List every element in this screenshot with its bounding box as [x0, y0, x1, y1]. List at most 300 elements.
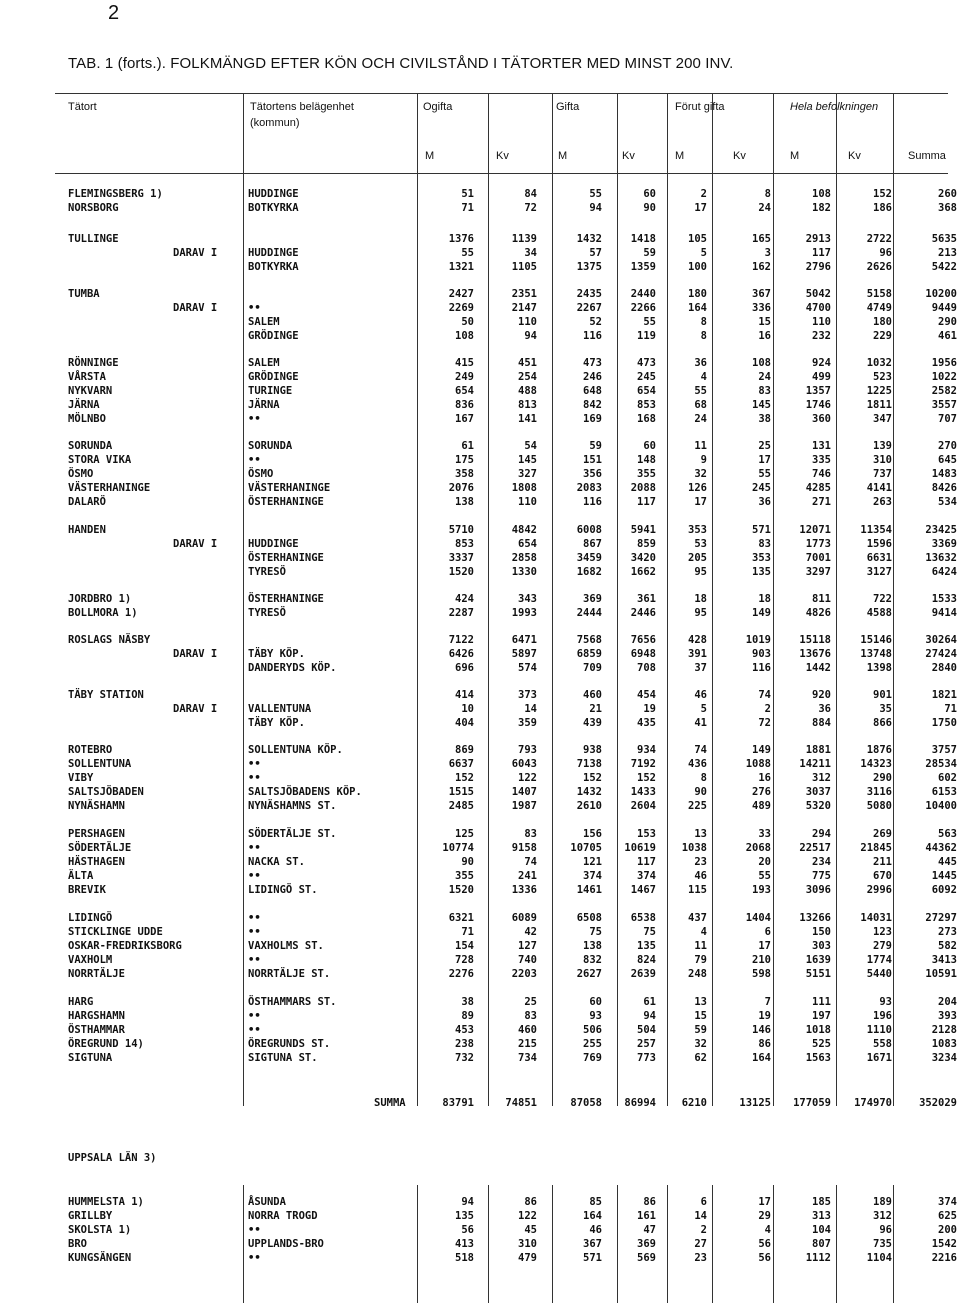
cell-gifta-kv: 7656 — [630, 634, 656, 646]
table-row — [0, 939, 960, 953]
kommun-name: ÖSTERHANINGE — [248, 552, 324, 564]
cell-forut-kv: 19 — [758, 1010, 771, 1022]
cell-ogifta-kv: 1407 — [511, 786, 537, 798]
cell-forut-m: 4 — [700, 926, 707, 938]
cell-hela-m: 3096 — [805, 884, 831, 896]
cell-forut-kv: 33 — [758, 828, 771, 840]
table-row — [0, 592, 960, 606]
cell-summa: 5635 — [931, 233, 957, 245]
cell-hela-m: 313 — [812, 1210, 831, 1222]
cell-ogifta-kv: 373 — [518, 689, 537, 701]
cell-summa: 582 — [938, 940, 957, 952]
cell-ogifta-m: 415 — [455, 357, 474, 369]
table-row — [0, 398, 960, 412]
cell-gifta-m: 138 — [583, 940, 602, 952]
cell-hela-kv: 2996 — [866, 884, 892, 896]
table-row — [0, 439, 960, 453]
tatort-name: PERSHAGEN — [68, 828, 125, 840]
cell-ogifta-m: 152 — [455, 772, 474, 784]
tatort-name: ÖREGRUND 14) — [68, 1038, 144, 1050]
cell-forut-kv: 55 — [758, 870, 771, 882]
cell-forut-m: 8 — [700, 330, 707, 342]
cell-ogifta-kv: 25 — [524, 996, 537, 1008]
cell-ogifta-m: 869 — [455, 744, 474, 756]
cell-forut-m: 23 — [694, 856, 707, 868]
cell-forut-kv: 86 — [758, 1038, 771, 1050]
cell-hela-kv: 1110 — [866, 1024, 892, 1036]
cell-gifta-kv: 19 — [643, 703, 656, 715]
cell-forut-kv: 145 — [752, 399, 771, 411]
kommun-name: TÄBY KÖP. — [248, 648, 305, 660]
cell-hela-m: 271 — [812, 496, 831, 508]
cell-hela-m: 294 — [812, 828, 831, 840]
cell-forut-m: 79 — [694, 954, 707, 966]
cell-forut-kv: 56 — [758, 1238, 771, 1250]
cell-ogifta-kv: 1336 — [511, 884, 537, 896]
cell-ogifta-m: 728 — [455, 954, 474, 966]
cell-hela-kv: 1398 — [866, 662, 892, 674]
tatort-name: TÄBY STATION — [68, 689, 144, 701]
cell-gifta-kv: 374 — [637, 870, 656, 882]
cell-forut-kv: 108 — [752, 357, 771, 369]
tatort-name: JÄRNA — [68, 399, 100, 411]
cell-hela-m: 335 — [812, 454, 831, 466]
cell-hela-m: 234 — [812, 856, 831, 868]
cell-hela-kv: 1032 — [866, 357, 892, 369]
subheader-m: M — [425, 150, 435, 162]
cell-forut-kv: 8 — [764, 188, 771, 200]
table-row — [0, 1037, 960, 1051]
kommun-name: HUDDINGE — [248, 188, 299, 200]
cell-ogifta-m: 2276 — [448, 968, 474, 980]
cell-summa: 368 — [938, 202, 957, 214]
table-row — [0, 799, 960, 813]
cell-hela-m: 1639 — [805, 954, 831, 966]
tatort-name: NORRTÄLJE — [68, 968, 125, 980]
cell-ogifta-m: 10774 — [442, 842, 474, 854]
cell-gifta-kv: 708 — [637, 662, 656, 674]
tatort-name: SORUNDA — [68, 440, 113, 452]
cell-gifta-kv: 60 — [643, 440, 656, 452]
subheader-summa: Summa — [908, 150, 946, 162]
cell-ogifta-kv: 6089 — [511, 912, 537, 924]
cell-ogifta-m: 50 — [461, 316, 474, 328]
cell-gifta-m: 938 — [583, 744, 602, 756]
cell-summa: 290 — [938, 316, 957, 328]
cell-forut-m: 437 — [688, 912, 707, 924]
cell-ogifta-kv: 460 — [518, 1024, 537, 1036]
table-title: TAB. 1 (forts.). FOLKMÄNGD EFTER KÖN OCH CIVILSTÅND I TÄTORTER MED MINST 200 INV. — [68, 55, 734, 72]
cell-hela-m: 182 — [812, 202, 831, 214]
cell-ogifta-kv: 1987 — [511, 800, 537, 812]
cell-gifta-kv: 152 — [637, 772, 656, 784]
cell-hela-kv: 269 — [873, 828, 892, 840]
subheader-m: M — [790, 150, 800, 162]
cell-ogifta-kv: 2147 — [511, 302, 537, 314]
summa-forut-kv: 13125 — [739, 1097, 771, 1109]
kommun-name: •• — [248, 1252, 261, 1264]
cell-hela-m: 111 — [812, 996, 831, 1008]
cell-hela-kv: 4749 — [866, 302, 892, 314]
kommun-name: •• — [248, 302, 261, 314]
cell-summa: 270 — [938, 440, 957, 452]
cell-summa: 3757 — [931, 744, 957, 756]
cell-ogifta-m: 71 — [461, 202, 474, 214]
kommun-name: SALTSJÖBADENS KÖP. — [248, 786, 362, 798]
cell-summa: 1956 — [931, 357, 957, 369]
cell-gifta-m: 59 — [589, 440, 602, 452]
tatort-name: ÖSTHAMMAR — [68, 1024, 125, 1036]
cell-ogifta-m: 853 — [455, 538, 474, 550]
cell-ogifta-kv: 86 — [524, 1196, 537, 1208]
cell-gifta-kv: 6538 — [630, 912, 656, 924]
summa-values — [0, 1096, 960, 1110]
cell-gifta-m: 709 — [583, 662, 602, 674]
cell-gifta-m: 6859 — [576, 648, 602, 660]
cell-ogifta-m: 167 — [455, 413, 474, 425]
cell-hela-kv: 180 — [873, 316, 892, 328]
kommun-name: •• — [248, 758, 261, 770]
cell-hela-kv: 1811 — [866, 399, 892, 411]
cell-gifta-m: 374 — [583, 870, 602, 882]
cell-gifta-m: 164 — [583, 1210, 602, 1222]
tatort-name: ROTEBRO — [68, 744, 113, 756]
cell-forut-kv: 598 — [752, 968, 771, 980]
cell-hela-m: 1112 — [805, 1252, 831, 1264]
table-row — [0, 537, 960, 551]
cell-gifta-kv: 119 — [637, 330, 656, 342]
kommun-name: ÖSTERHANINGE — [248, 496, 324, 508]
cell-forut-kv: 2 — [764, 703, 771, 715]
cell-hela-kv: 1225 — [866, 385, 892, 397]
cell-hela-m: 185 — [812, 1196, 831, 1208]
cell-forut-m: 13 — [694, 828, 707, 840]
cell-forut-kv: 83 — [758, 385, 771, 397]
table-row — [0, 1195, 960, 1209]
cell-gifta-m: 648 — [583, 385, 602, 397]
cell-forut-m: 391 — [688, 648, 707, 660]
cell-hela-m: 4285 — [805, 482, 831, 494]
subheader-kv: Kv — [496, 150, 509, 162]
cell-gifta-kv: 10619 — [624, 842, 656, 854]
cell-ogifta-kv: 4842 — [511, 524, 537, 536]
cell-hela-kv: 670 — [873, 870, 892, 882]
cell-ogifta-m: 56 — [461, 1224, 474, 1236]
cell-ogifta-m: 696 — [455, 662, 474, 674]
tatort-name: TULLINGE — [68, 233, 119, 245]
cell-ogifta-m: 38 — [461, 996, 474, 1008]
cell-summa: 30264 — [925, 634, 957, 646]
cell-ogifta-kv: 488 — [518, 385, 537, 397]
cell-gifta-m: 842 — [583, 399, 602, 411]
cell-hela-m: 117 — [812, 247, 831, 259]
kommun-name: •• — [248, 454, 261, 466]
cell-forut-kv: 245 — [752, 482, 771, 494]
cell-hela-kv: 5440 — [866, 968, 892, 980]
cell-summa: 1483 — [931, 468, 957, 480]
cell-forut-kv: 15 — [758, 316, 771, 328]
kommun-name: TYRESÖ — [248, 566, 286, 578]
cell-hela-kv: 21845 — [860, 842, 892, 854]
cell-forut-kv: 903 — [752, 648, 771, 660]
cell-gifta-kv: 853 — [637, 399, 656, 411]
table-row — [0, 495, 960, 509]
kommun-name: •• — [248, 413, 261, 425]
cell-gifta-m: 2267 — [576, 302, 602, 314]
subheader-kv: Kv — [733, 150, 746, 162]
cell-ogifta-m: 51 — [461, 188, 474, 200]
summa-ogifta-kv: 74851 — [505, 1097, 537, 1109]
cell-gifta-m: 169 — [583, 413, 602, 425]
cell-ogifta-kv: 110 — [518, 496, 537, 508]
table-row — [0, 688, 960, 702]
cell-summa: 3413 — [931, 954, 957, 966]
cell-gifta-kv: 2639 — [630, 968, 656, 980]
subheader-m: M — [675, 150, 685, 162]
cell-gifta-kv: 168 — [637, 413, 656, 425]
cell-forut-m: 23 — [694, 1252, 707, 1264]
tatort-name: HARGSHAMN — [68, 1010, 125, 1022]
cell-hela-m: 197 — [812, 1010, 831, 1022]
cell-hela-m: 1773 — [805, 538, 831, 550]
kommun-name: •• — [248, 912, 261, 924]
cell-gifta-kv: 1359 — [630, 261, 656, 273]
header-top-rule — [55, 93, 948, 94]
cell-forut-m: 32 — [694, 468, 707, 480]
cell-ogifta-kv: 241 — [518, 870, 537, 882]
cell-hela-m: 924 — [812, 357, 831, 369]
cell-ogifta-m: 2076 — [448, 482, 474, 494]
summa-hela-m: 177059 — [793, 1097, 831, 1109]
kommun-name: LIDINGÖ ST. — [248, 884, 318, 896]
cell-forut-m: 105 — [688, 233, 707, 245]
cell-forut-kv: 17 — [758, 454, 771, 466]
cell-gifta-kv: 245 — [637, 371, 656, 383]
table-row — [0, 1237, 960, 1251]
cell-gifta-m: 94 — [589, 202, 602, 214]
table-row — [0, 869, 960, 883]
cell-ogifta-kv: 310 — [518, 1238, 537, 1250]
cell-hela-kv: 186 — [873, 202, 892, 214]
cell-gifta-m: 116 — [583, 496, 602, 508]
tatort-name: VÅRSTA — [68, 371, 106, 383]
cell-forut-kv: 276 — [752, 786, 771, 798]
cell-forut-kv: 210 — [752, 954, 771, 966]
cell-forut-m: 32 — [694, 1038, 707, 1050]
cell-forut-kv: 7 — [764, 996, 771, 1008]
cell-gifta-kv: 135 — [637, 940, 656, 952]
darav-label: DARAV I — [173, 538, 218, 550]
table-row — [0, 453, 960, 467]
cell-gifta-m: 255 — [583, 1038, 602, 1050]
cell-summa: 707 — [938, 413, 957, 425]
darav-label: DARAV I — [173, 247, 218, 259]
cell-gifta-kv: 94 — [643, 1010, 656, 1022]
kommun-name: NORRA TROGD — [248, 1210, 318, 1222]
cell-hela-kv: 35 — [879, 703, 892, 715]
cell-gifta-kv: 148 — [637, 454, 656, 466]
kommun-name: ÖSTERHANINGE — [248, 593, 324, 605]
tatort-name: GRILLBY — [68, 1210, 113, 1222]
cell-gifta-kv: 2088 — [630, 482, 656, 494]
summa-gifta-kv: 86994 — [624, 1097, 656, 1109]
cell-gifta-kv: 61 — [643, 996, 656, 1008]
cell-summa: 27297 — [925, 912, 957, 924]
kommun-name: VAXHOLMS ST. — [248, 940, 324, 952]
cell-gifta-kv: 654 — [637, 385, 656, 397]
cell-summa: 260 — [938, 188, 957, 200]
tatort-name: SÖDERTÄLJE — [68, 842, 132, 854]
cell-forut-m: 53 — [694, 538, 707, 550]
cell-forut-m: 36 — [694, 357, 707, 369]
cell-summa: 374 — [938, 1196, 957, 1208]
table-row — [0, 647, 960, 661]
cell-gifta-kv: 5941 — [630, 524, 656, 536]
cell-forut-m: 5 — [700, 703, 707, 715]
cell-hela-kv: 5080 — [866, 800, 892, 812]
cell-hela-m: 131 — [812, 440, 831, 452]
table-row — [0, 633, 960, 647]
kommun-name: SALEM — [248, 316, 280, 328]
kommun-name: TÄBY KÖP. — [248, 717, 305, 729]
header-gifta: Gifta — [556, 101, 580, 113]
kommun-name: VALLENTUNA — [248, 703, 312, 715]
cell-hela-kv: 279 — [873, 940, 892, 952]
cell-hela-kv: 310 — [873, 454, 892, 466]
cell-gifta-kv: 86 — [643, 1196, 656, 1208]
table-row — [0, 883, 960, 897]
cell-summa: 393 — [938, 1010, 957, 1022]
cell-summa: 44362 — [925, 842, 957, 854]
kommun-name: •• — [248, 870, 261, 882]
cell-ogifta-m: 355 — [455, 870, 474, 882]
cell-forut-kv: 4 — [764, 1224, 771, 1236]
subheader-m: M — [558, 150, 568, 162]
kommun-name: •• — [248, 842, 261, 854]
cell-hela-kv: 722 — [873, 593, 892, 605]
tatort-name: ROSLAGS NÄSBY — [68, 634, 151, 646]
cell-hela-kv: 735 — [873, 1238, 892, 1250]
cell-ogifta-kv: 145 — [518, 454, 537, 466]
cell-ogifta-kv: 83 — [524, 1010, 537, 1022]
cell-gifta-kv: 59 — [643, 247, 656, 259]
table-row — [0, 1051, 960, 1065]
cell-hela-kv: 901 — [873, 689, 892, 701]
cell-forut-m: 13 — [694, 996, 707, 1008]
cell-summa: 2216 — [931, 1252, 957, 1264]
table-row — [0, 329, 960, 343]
cell-hela-kv: 1671 — [866, 1052, 892, 1064]
cell-forut-kv: 17 — [758, 1196, 771, 1208]
header-bottom-rule — [55, 173, 948, 174]
cell-hela-kv: 1876 — [866, 744, 892, 756]
cell-gifta-kv: 7192 — [630, 758, 656, 770]
cell-forut-m: 126 — [688, 482, 707, 494]
cell-gifta-kv: 1433 — [630, 786, 656, 798]
table-row — [0, 201, 960, 215]
cell-hela-kv: 3116 — [866, 786, 892, 798]
cell-gifta-kv: 355 — [637, 468, 656, 480]
cell-summa: 6424 — [931, 566, 957, 578]
table-row — [0, 287, 960, 301]
cell-summa: 563 — [938, 828, 957, 840]
cell-summa: 273 — [938, 926, 957, 938]
cell-forut-kv: 1404 — [745, 912, 771, 924]
cell-summa: 625 — [938, 1210, 957, 1222]
section-title-row — [0, 1151, 960, 1165]
table-row — [0, 702, 960, 716]
cell-forut-m: 180 — [688, 288, 707, 300]
tatort-name: BOLLMORA 1) — [68, 607, 138, 619]
cell-forut-m: 37 — [694, 662, 707, 674]
cell-gifta-m: 55 — [589, 188, 602, 200]
cell-forut-kv: 38 — [758, 413, 771, 425]
cell-summa: 2128 — [931, 1024, 957, 1036]
table-row — [0, 606, 960, 620]
cell-hela-m: 807 — [812, 1238, 831, 1250]
cell-ogifta-m: 61 — [461, 440, 474, 452]
cell-gifta-m: 2610 — [576, 800, 602, 812]
cell-hela-m: 1018 — [805, 1024, 831, 1036]
cell-hela-kv: 866 — [873, 717, 892, 729]
cell-ogifta-kv: 654 — [518, 538, 537, 550]
subheader-kv: Kv — [622, 150, 635, 162]
cell-hela-kv: 523 — [873, 371, 892, 383]
header-belagenhet: Tätortens belägenhet — [250, 101, 354, 113]
cell-ogifta-m: 154 — [455, 940, 474, 952]
cell-hela-kv: 6631 — [866, 552, 892, 564]
cell-gifta-m: 2083 — [576, 482, 602, 494]
table-row — [0, 743, 960, 757]
cell-gifta-m: 246 — [583, 371, 602, 383]
table-row — [0, 187, 960, 201]
cell-summa: 27424 — [925, 648, 957, 660]
cell-summa: 6092 — [931, 884, 957, 896]
cell-ogifta-kv: 9158 — [511, 842, 537, 854]
table-row — [0, 301, 960, 315]
cell-hela-kv: 139 — [873, 440, 892, 452]
cell-forut-m: 353 — [688, 524, 707, 536]
kommun-name: •• — [248, 1224, 261, 1236]
cell-ogifta-kv: 83 — [524, 828, 537, 840]
cell-gifta-kv: 60 — [643, 188, 656, 200]
cell-hela-m: 1746 — [805, 399, 831, 411]
cell-forut-m: 9 — [700, 454, 707, 466]
cell-hela-m: 312 — [812, 772, 831, 784]
tatort-name: VAXHOLM — [68, 954, 113, 966]
cell-forut-m: 100 — [688, 261, 707, 273]
cell-gifta-m: 460 — [583, 689, 602, 701]
cell-hela-m: 232 — [812, 330, 831, 342]
cell-forut-kv: 165 — [752, 233, 771, 245]
cell-hela-m: 150 — [812, 926, 831, 938]
kommun-name: BOTKYRKA — [248, 261, 299, 273]
cell-gifta-kv: 859 — [637, 538, 656, 550]
cell-gifta-m: 6508 — [576, 912, 602, 924]
cell-forut-m: 1038 — [681, 842, 707, 854]
cell-ogifta-m: 1515 — [448, 786, 474, 798]
cell-gifta-m: 121 — [583, 856, 602, 868]
cell-hela-m: 3037 — [805, 786, 831, 798]
cell-hela-kv: 152 — [873, 188, 892, 200]
table-row — [0, 356, 960, 370]
cell-hela-m: 4826 — [805, 607, 831, 619]
cell-ogifta-m: 6321 — [448, 912, 474, 924]
cell-ogifta-kv: 54 — [524, 440, 537, 452]
cell-ogifta-m: 135 — [455, 1210, 474, 1222]
cell-forut-m: 8 — [700, 772, 707, 784]
cell-forut-m: 15 — [694, 1010, 707, 1022]
